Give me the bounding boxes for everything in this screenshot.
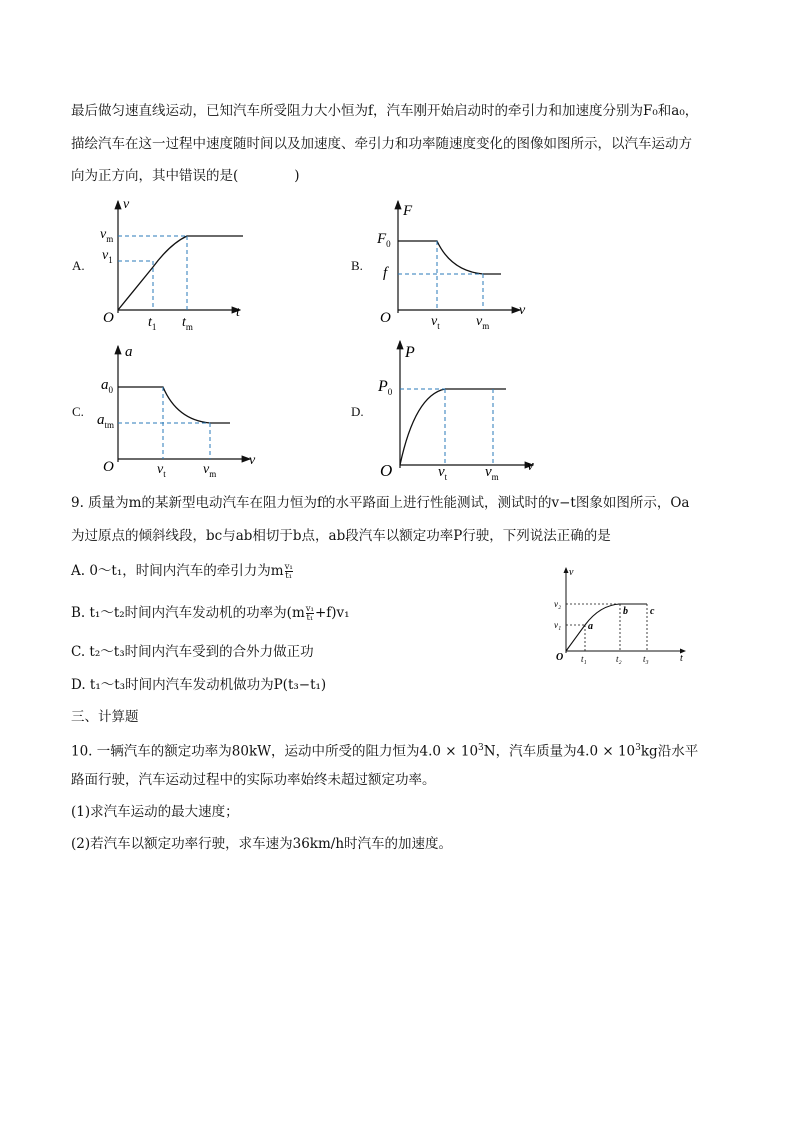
origin-label: O bbox=[380, 461, 393, 480]
q10-exp2: 3 bbox=[635, 743, 641, 753]
q9-option-a bbox=[71, 561, 294, 581]
curve bbox=[400, 389, 506, 465]
q9-option-b-num: v₁ bbox=[305, 604, 314, 614]
q9-text-line1: 9. 质量为m的某新型电动汽车在阻力恒为f的水平路面上进行性能测试，测试时的v−t图象如图所示，Oa bbox=[71, 495, 690, 511]
y-axis-label: P bbox=[405, 344, 415, 361]
q8-answer-paren: ) bbox=[294, 168, 300, 184]
q8-option-d-label: D. bbox=[351, 404, 364, 419]
q10-exp1: 3 bbox=[478, 743, 484, 753]
q10-text-line2: 路面行驶，汽车运动过程中的实际功率始终未超过额定功率。 bbox=[71, 772, 436, 788]
y-axis-label: v bbox=[123, 197, 130, 212]
svg-text:v1 bbox=[102, 248, 113, 265]
svg-text:tm bbox=[182, 315, 193, 332]
xtick-vm-sub: m bbox=[491, 472, 499, 482]
xtick-t2: t₂ bbox=[616, 654, 622, 664]
ytick-atm: a bbox=[97, 412, 105, 428]
svg-text:P0 bbox=[377, 378, 393, 397]
x-axis-label: t bbox=[236, 305, 240, 320]
q10-text-line1 bbox=[71, 738, 698, 762]
x-axis-label: v bbox=[519, 303, 526, 318]
q10-line1-a: 10. 一辆汽车的额定功率为80kW，运动中所受的阻力恒为4.0 × 10 bbox=[71, 743, 479, 760]
xtick-vm-sub: m bbox=[209, 469, 217, 479]
svg-text:vm bbox=[100, 227, 113, 244]
svg-text:vt bbox=[431, 314, 440, 331]
ytick-a0-sub: 0 bbox=[108, 385, 113, 395]
y-axis-label: v bbox=[569, 567, 574, 578]
xtick-vm: v bbox=[485, 464, 492, 480]
q9-graph bbox=[548, 563, 693, 667]
y-axis-label: a bbox=[125, 344, 133, 360]
origin-label: O bbox=[380, 310, 391, 326]
xtick-vt: v bbox=[157, 462, 164, 477]
x-axis-label: v bbox=[249, 453, 256, 468]
q8-option-a-label: A. bbox=[72, 258, 85, 273]
curve bbox=[566, 604, 647, 651]
origin-label: O bbox=[103, 310, 114, 326]
q9-option-a-den: t₁ bbox=[285, 571, 293, 581]
svg-text:atm bbox=[97, 412, 114, 430]
ytick-v1: v bbox=[102, 248, 109, 263]
q10-line1-c: kg沿水平 bbox=[640, 743, 699, 760]
svg-text:t1 bbox=[148, 315, 156, 332]
svg-text:vm bbox=[203, 462, 216, 479]
ytick-v1: v₁ bbox=[554, 620, 562, 630]
q8-text-line2: 描绘汽车在这一过程中速度随时间以及加速度、牵引力和功率随速度变化的图像如图所示，以汽车运动方 bbox=[71, 136, 692, 152]
svg-text:vm bbox=[485, 464, 499, 482]
ytick-f: f bbox=[383, 265, 388, 281]
x-axis-label: v bbox=[527, 458, 534, 474]
q9-option-b bbox=[71, 603, 350, 623]
q8-option-c-label: C. bbox=[72, 404, 84, 419]
q8-graph-d bbox=[375, 335, 550, 485]
ytick-vm: v bbox=[100, 227, 107, 242]
ytick-f0-sub: 0 bbox=[386, 239, 391, 249]
xtick-t1: t bbox=[148, 315, 152, 330]
q8-option-b-label: B. bbox=[351, 258, 363, 273]
curve bbox=[118, 387, 230, 423]
xtick-vt: v bbox=[431, 314, 438, 329]
point-c: c bbox=[650, 606, 655, 617]
xtick-tm-sub: m bbox=[185, 322, 193, 332]
q8-graph-c bbox=[95, 340, 265, 480]
q8-text-line1: 最后做匀速直线运动，已知汽车所受阻力大小恒为f，汽车刚开始启动时的牵引力和加速度分别为F₀和a₀， bbox=[71, 103, 699, 119]
origin-label: O bbox=[103, 459, 114, 475]
ytick-atm-sub: tm bbox=[104, 420, 115, 430]
q9-option-b-tail: +f)v₁ bbox=[314, 605, 350, 621]
curve bbox=[398, 241, 501, 274]
xtick-vt-sub: t bbox=[444, 472, 448, 482]
ytick-p0-sub: 0 bbox=[387, 387, 393, 397]
q8-graph-b bbox=[375, 195, 535, 335]
svg-text:vt bbox=[157, 462, 166, 479]
xtick-vt: v bbox=[438, 464, 445, 480]
q8-graph-a bbox=[95, 195, 255, 335]
point-b: b bbox=[623, 606, 628, 617]
q9-option-d: D. t₁～t₃时间内汽车发动机做功为P(t₃−t₁) bbox=[71, 677, 327, 693]
xtick-vt-sub: t bbox=[437, 321, 440, 331]
xtick-t1-sub: 1 bbox=[151, 322, 157, 332]
y-axis-label: F bbox=[403, 203, 413, 219]
xtick-t1: t₁ bbox=[581, 654, 587, 664]
ytick-a0: a bbox=[101, 377, 109, 393]
point-a: a bbox=[588, 621, 593, 632]
origin-label: O bbox=[556, 652, 564, 663]
ytick-p0: P bbox=[378, 378, 388, 395]
q8-text-line3 bbox=[71, 166, 300, 186]
q8-text-line3-body: 向为正方向，其中错误的是( bbox=[71, 168, 239, 184]
xtick-vt-sub: t bbox=[163, 469, 166, 479]
q10-line1-b: N，汽车质量为4.0 × 10 bbox=[483, 743, 636, 760]
q9-option-a-text: A. 0～t₁，时间内汽车的牵引力为m bbox=[71, 563, 284, 579]
section-3-title: 三、计算题 bbox=[71, 709, 139, 725]
xtick-vm: v bbox=[203, 462, 210, 477]
q9-text-line2: 为过原点的倾斜线段，bc与ab相切于b点，ab段汽车以额定功率P行驶，下列说法正确的是 bbox=[71, 528, 611, 544]
xtick-t3: t₃ bbox=[643, 654, 649, 664]
q9-option-c: C. t₂～t₃时间内汽车受到的合外力做正功 bbox=[71, 644, 314, 660]
svg-text:vt bbox=[438, 464, 448, 482]
q9-option-b-text: B. t₁～t₂时间内汽车发动机的功率为(m bbox=[71, 605, 305, 621]
svg-text:vm bbox=[476, 314, 489, 331]
xtick-tm: t bbox=[182, 315, 186, 330]
ytick-v1-sub: 1 bbox=[108, 255, 113, 265]
x-axis-label: t bbox=[680, 653, 683, 664]
xtick-vm: v bbox=[476, 314, 483, 329]
q9-option-b-den: t₁ bbox=[306, 613, 314, 623]
ytick-vm-sub: m bbox=[106, 234, 114, 244]
ytick-v2: v₂ bbox=[554, 599, 562, 609]
q9-option-a-num: v₁ bbox=[284, 562, 293, 572]
ytick-f0: F bbox=[377, 231, 387, 247]
svg-text:F0 bbox=[376, 231, 391, 249]
xtick-vm-sub: m bbox=[482, 321, 490, 331]
q10-sub2: (2)若汽车以额定功率行驶，求车速为36km/h时汽车的加速度。 bbox=[71, 836, 453, 852]
curve bbox=[118, 236, 243, 310]
q10-sub1: (1)求汽车运动的最大速度； bbox=[71, 804, 239, 820]
svg-text:a0 bbox=[101, 377, 114, 395]
